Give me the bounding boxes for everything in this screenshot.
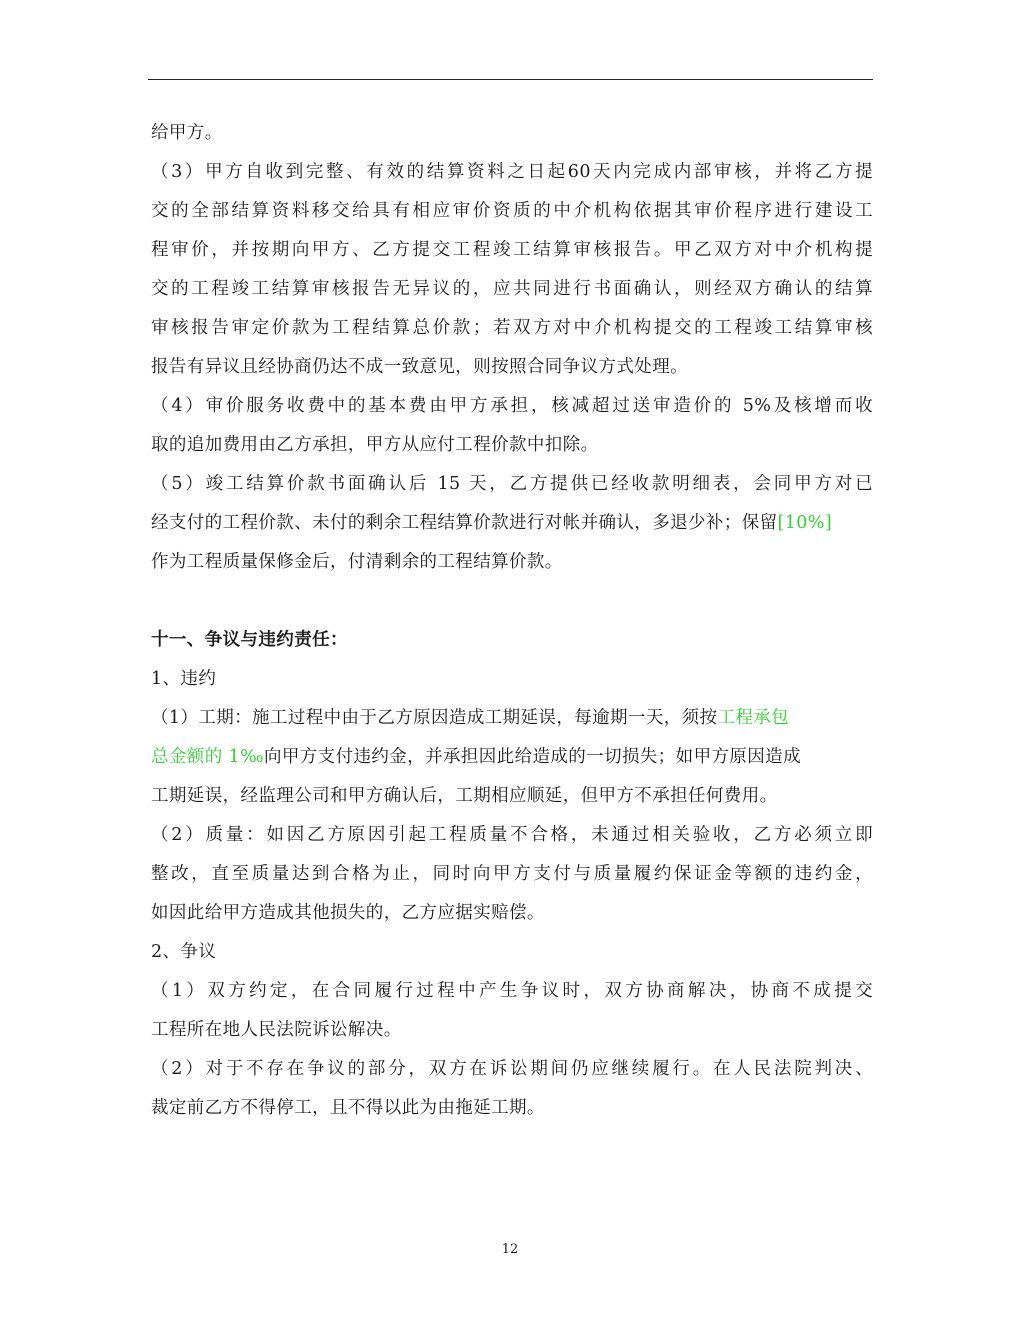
clause-5-line bbox=[151, 511, 873, 535]
breach-quality-line: 如因此给甲方造成其他损失的，乙方应据实赔偿。 bbox=[151, 903, 545, 923]
clause-5-line: （5）竣工结算价款书面确认后 15 天，乙方提供已经收款明细表，会同甲方对已 bbox=[151, 474, 873, 494]
penalty-highlight: 总金额的 1‰ bbox=[151, 747, 264, 767]
paragraph-line: 给甲方。 bbox=[151, 123, 223, 143]
retention-highlight: [10%] bbox=[777, 513, 833, 533]
clause-4-line: （4）审价服务收费中的基本费由甲方承担，核减超过送审造价的 5%及核增而收 bbox=[151, 396, 873, 416]
header-rule bbox=[148, 79, 873, 80]
section-heading: 十一、争议与违约责任： bbox=[151, 630, 348, 650]
dispute-line: （1）双方约定，在合同履行过程中产生争议时，双方协商解决，协商不成提交 bbox=[151, 981, 873, 1001]
dispute-line: 裁定前乙方不得停工，且不得以此为由拖延工期。 bbox=[151, 1098, 545, 1118]
breach-duration-text: 向甲方支付违约金，并承担因此给造成的一切损失；如甲方原因造成 bbox=[263, 747, 801, 767]
dispute-line: 工程所在地人民法院诉讼解决。 bbox=[151, 1020, 402, 1040]
subsection-title: 2、争议 bbox=[151, 942, 217, 962]
page-number: 12 bbox=[501, 1242, 519, 1257]
clause-4-line: 取的追加费用由乙方承担，甲方从应付工程价款中扣除。 bbox=[151, 435, 599, 455]
breach-quality-line: （2）质量：如因乙方原因引起工程质量不合格，未通过相关验收，乙方必须立即 bbox=[151, 825, 873, 845]
breach-quality-line: 整改，直至质量达到合格为止，同时向甲方支付与质量履约保证金等额的违约金， bbox=[151, 864, 873, 884]
breach-duration-text: （1）工期：施工过程中由于乙方原因造成工期延误，每逾期一天，须按 bbox=[151, 708, 718, 728]
dispute-line: （2）对于不存在争议的部分，双方在诉讼期间仍应继续履行。在人民法院判决、 bbox=[151, 1059, 873, 1079]
clause-5-text: 经支付的工程价款、未付的剩余工程结算价款进行对帐并确认，多退少补；保留 bbox=[151, 513, 778, 533]
clause-3-line: 审核报告审定价款为工程结算总价款；若双方对中介机构提交的工程竣工结算审核 bbox=[151, 318, 873, 338]
clause-5-line: 作为工程质量保修金后，付清剩余的工程结算价款。 bbox=[151, 552, 563, 572]
penalty-highlight: 工程承包 bbox=[717, 708, 790, 728]
clause-3-line: （3）甲方自收到完整、有效的结算资料之日起60天内完成内部审核，并将乙方提 bbox=[151, 162, 873, 182]
subsection-title: 1、违约 bbox=[151, 669, 217, 689]
breach-duration-line bbox=[151, 706, 873, 730]
breach-duration-line: 工期延误，经监理公司和甲方确认后，工期相应顺延，但甲方不承担任何费用。 bbox=[151, 786, 778, 806]
clause-3-line: 程审价，并按期向甲方、乙方提交工程竣工结算审核报告。甲乙双方对中介机构提 bbox=[151, 240, 873, 260]
clause-3-line: 报告有异议且经协商仍达不成一致意见，则按照合同争议方式处理。 bbox=[151, 357, 688, 377]
clause-3-line: 交的全部结算资料移交给具有相应审价资质的中介机构依据其审价程序进行建设工 bbox=[151, 201, 873, 221]
clause-3-line: 交的工程竣工结算审核报告无异议的，应共同进行书面确认，则经双方确认的结算 bbox=[151, 279, 873, 299]
breach-duration-line bbox=[151, 745, 873, 769]
